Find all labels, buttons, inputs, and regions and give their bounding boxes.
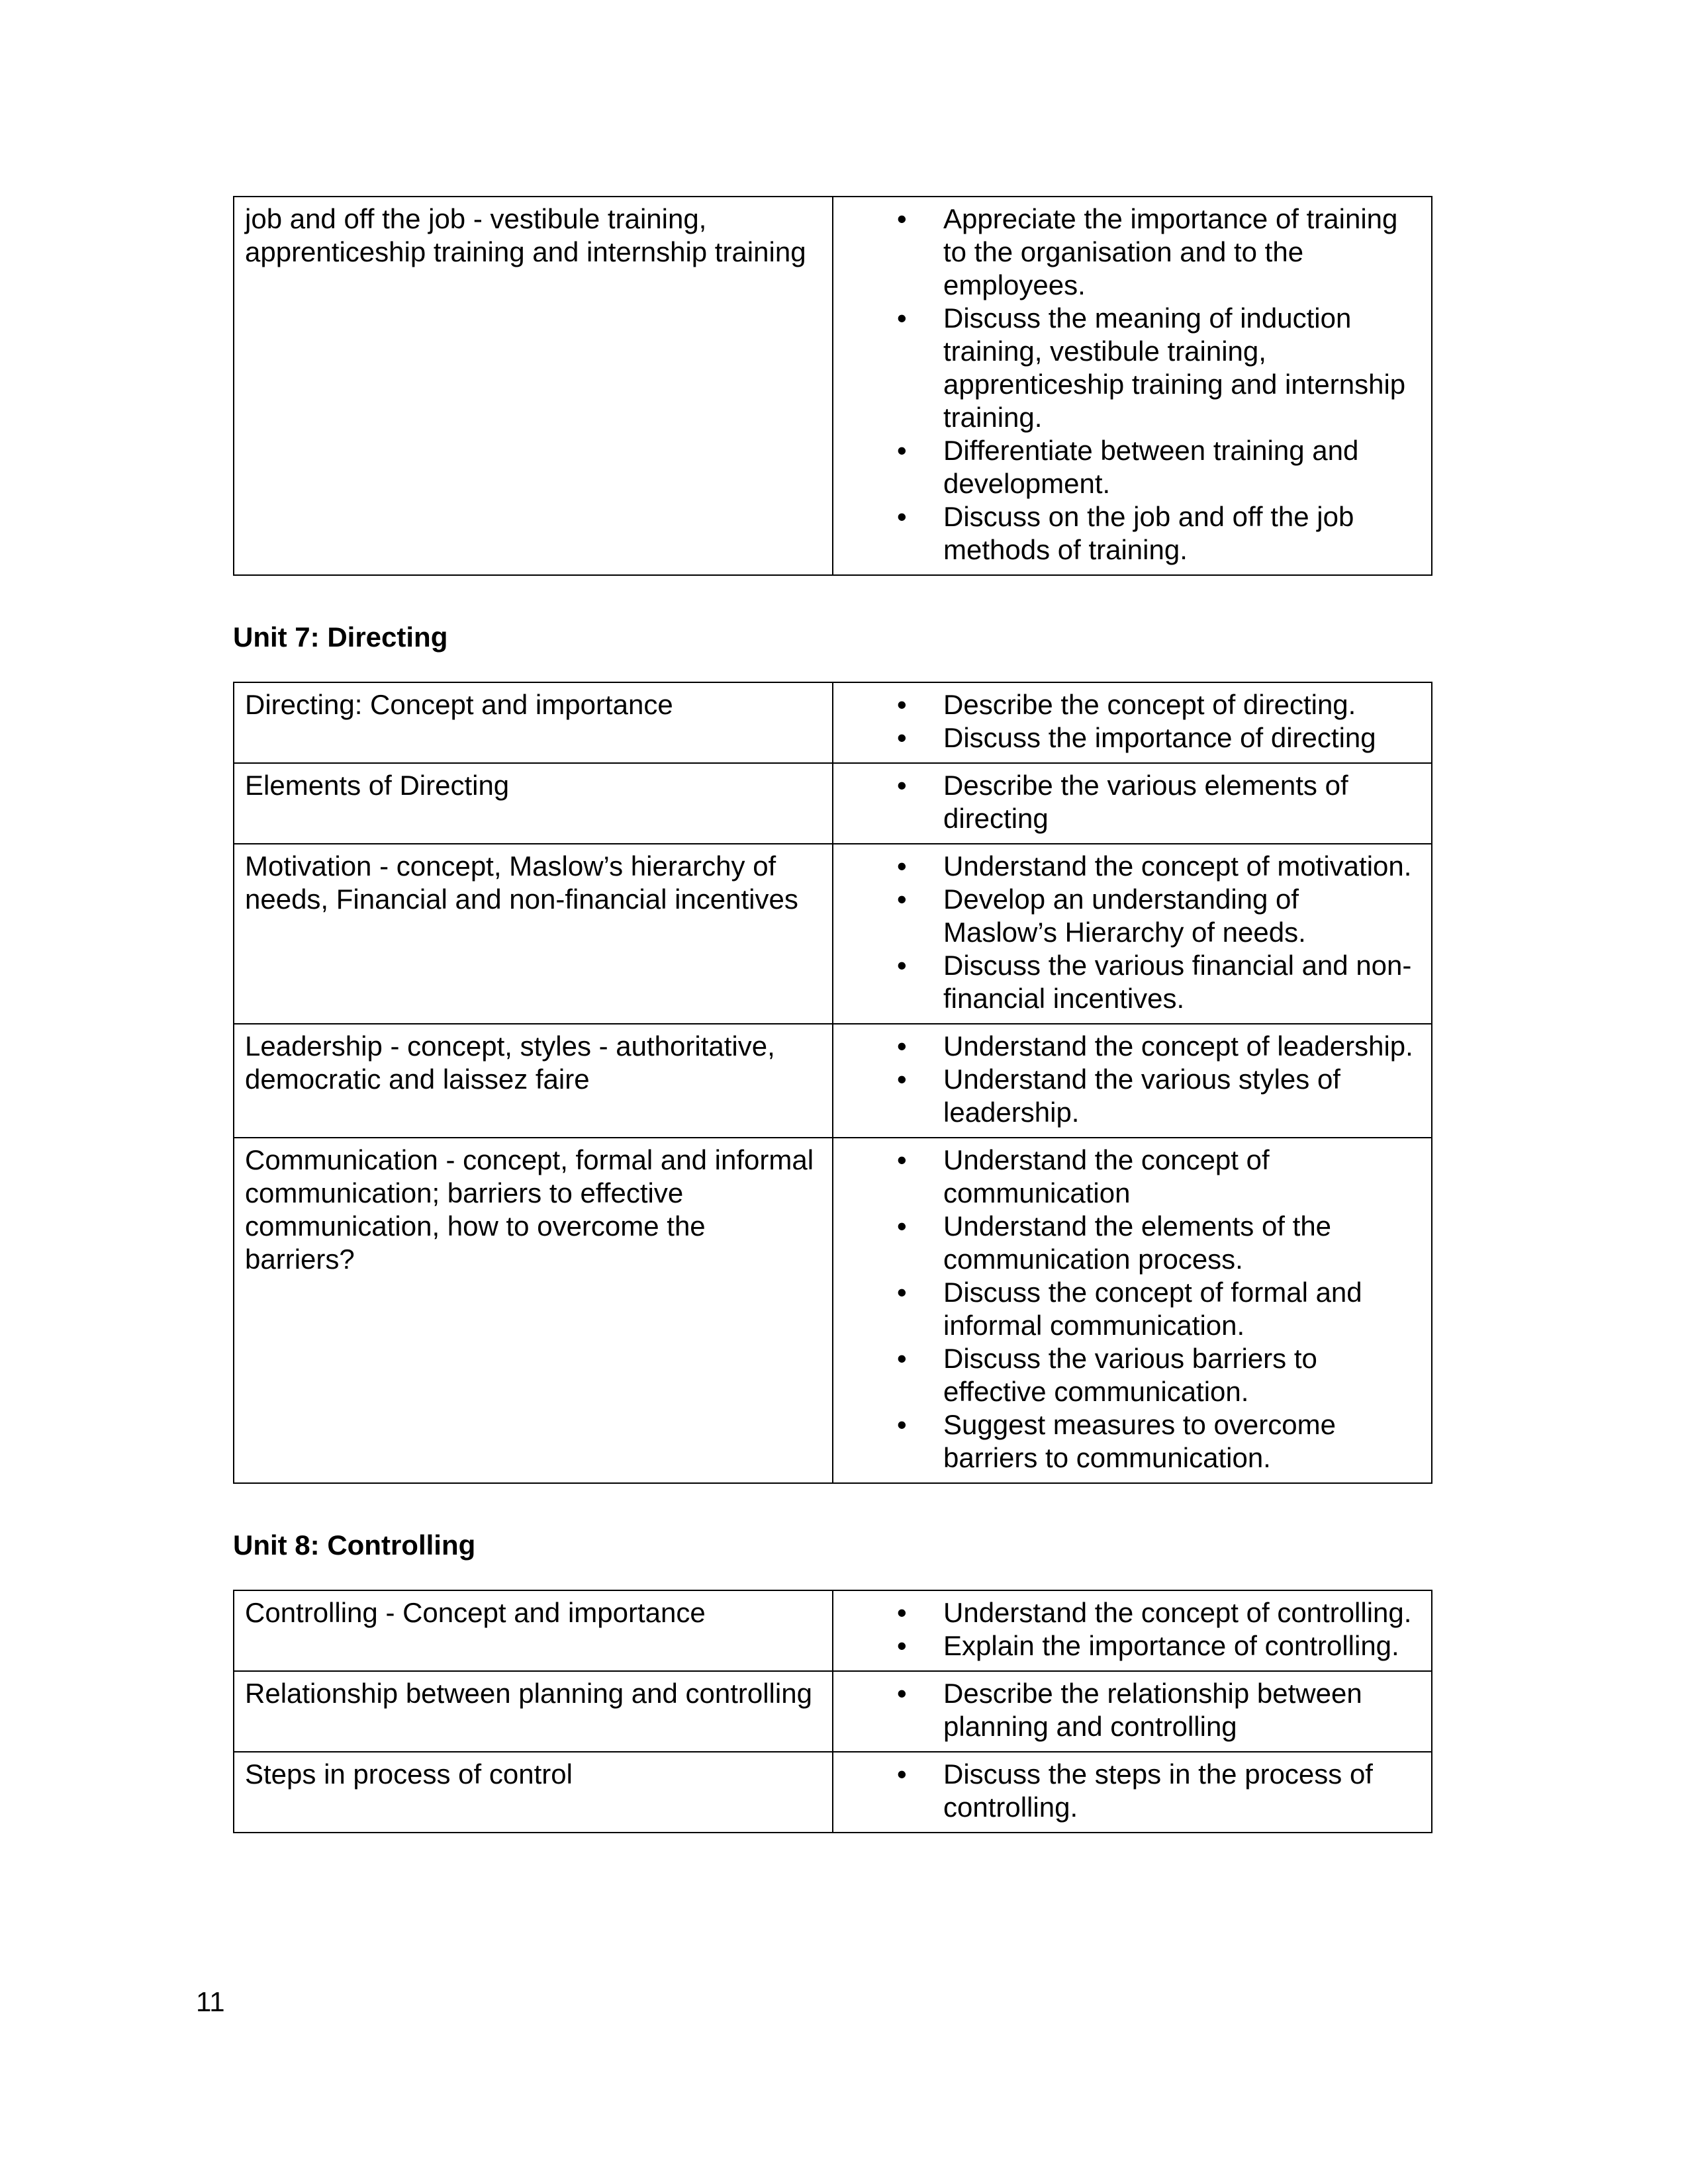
outcome-item: • Describe the relationship between planning and controlling [844,1677,1419,1743]
outcome-item: • Discuss the various barriers to effective communication. [844,1342,1419,1408]
table-row [234,682,1432,763]
topic-cell: Motivation - concept, Maslow’s hierarchy of needs, Financial and non-financial incentives [234,844,833,1024]
outcome-item: • Discuss the concept of formal and informal communication. [844,1276,1419,1342]
table-row [234,763,1432,844]
table-row [234,1752,1432,1833]
document-content [233,196,1432,1833]
outcome-item: • Understand the concept of controlling. [844,1596,1419,1629]
topic-cell: Elements of Directing [234,763,833,844]
topic-cell: Communication - concept, formal and informal communication; barriers to effective communication, how to overcome the barriers? [234,1138,833,1483]
outcomes-list [844,850,1419,1015]
outcomes-list [844,1030,1419,1129]
outcome-item: • Develop an understanding of Maslow’s Hierarchy of needs. [844,883,1419,949]
outcome-item: • Discuss the various financial and non-financial incentives. [844,949,1419,1015]
outcomes-list [844,1677,1419,1743]
table-row [234,844,1432,1024]
outcome-item: • Understand the concept of motivation. [844,850,1419,883]
topic-cell: Leadership - concept, styles - authoritative, democratic and laissez faire [234,1024,833,1138]
page-number: 11 [196,1986,225,2017]
table-row [234,197,1432,575]
outcomes-cell [833,1671,1432,1752]
outcome-item: • Understand the various styles of leadership. [844,1063,1419,1129]
outcomes-cell [833,763,1432,844]
topic-cell: Controlling - Concept and importance [234,1590,833,1671]
outcomes-cell [833,1590,1432,1671]
outcome-item: • Discuss the importance of directing [844,721,1419,754]
outcomes-cell [833,1138,1432,1483]
outcome-item: • Explain the importance of controlling. [844,1629,1419,1662]
unit-heading: Unit 8: Controlling [233,1529,476,1561]
outcome-item: • Suggest measures to overcome barriers to communication. [844,1408,1419,1475]
outcomes-list [844,1758,1419,1824]
outcomes-cell [833,1752,1432,1833]
topic-cell: Relationship between planning and controlling [234,1671,833,1752]
unit-heading: Unit 7: Directing [233,621,448,653]
topic-cell: Steps in process of control [234,1752,833,1833]
outcome-item: • Discuss the steps in the process of controlling. [844,1758,1419,1824]
outcomes-list [844,1596,1419,1662]
topic-cell: Directing: Concept and importance [234,682,833,763]
outcome-item: • Understand the concept of communication [844,1144,1419,1210]
table-row [234,1024,1432,1138]
outcomes-cell [833,197,1432,575]
syllabus-table [233,682,1432,1484]
syllabus-table [233,1590,1432,1833]
table-row [234,1590,1432,1671]
outcome-item: • Understand the elements of the communication process. [844,1210,1419,1276]
outcomes-list [844,688,1419,754]
outcome-item: • Differentiate between training and development. [844,434,1419,500]
outcome-item: • Describe the various elements of directing [844,769,1419,835]
outcomes-cell [833,682,1432,763]
outcomes-list [844,769,1419,835]
outcomes-list [844,203,1419,567]
outcomes-cell [833,844,1432,1024]
topic-cell: job and off the job - vestibule training, apprenticeship training and internship training [234,197,833,575]
outcomes-list [844,1144,1419,1475]
outcome-item: • Appreciate the importance of training to the organisation and to the employees. [844,203,1419,302]
outcome-item: • Describe the concept of directing. [844,688,1419,721]
outcome-item: • Discuss the meaning of induction training, vestibule training, apprenticeship training and internship training. [844,302,1419,434]
outcome-item: • Discuss on the job and off the job methods of training. [844,500,1419,567]
outcomes-cell [833,1024,1432,1138]
table-row [234,1138,1432,1483]
table-row [234,1671,1432,1752]
syllabus-table [233,196,1432,576]
outcome-item: • Understand the concept of leadership. [844,1030,1419,1063]
